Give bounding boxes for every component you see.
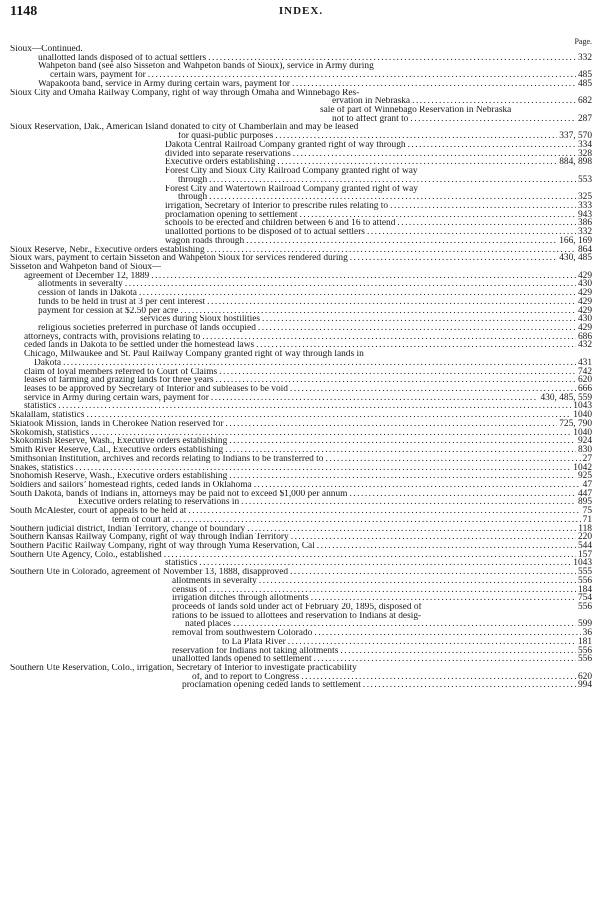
index-entry [10,246,592,255]
index-entry [10,551,592,560]
dot-leader [311,594,576,603]
entry-text: Wahpeton band (see also Sisseton and Wahpeton bands of Sioux), service in Army during [38,62,374,72]
entry-text: proclamation opening ceded lands to settlement [182,681,361,691]
entry-text: attorneys, contracts with, provisions relating to [24,332,201,342]
index-entry [10,219,592,228]
entry-text: Dakota Central Railroad Company granted right of way through [165,140,406,150]
index-entry [10,437,592,446]
dot-leader [262,315,576,324]
entry-page: 1040 [573,410,592,421]
entry-page: 682 [577,96,592,107]
entry-page: 620 [577,671,592,682]
dot-leader [151,272,576,281]
index-entries [10,45,592,690]
entry-page: 556 [577,575,592,586]
entry-page: 430 [577,279,592,290]
entry-text: through [178,175,208,185]
dot-leader [291,533,576,542]
index-entry [10,481,592,490]
index-entry [10,307,592,316]
index-entry [10,603,592,612]
dot-leader [363,681,576,690]
entry-page: 599 [577,619,592,630]
entry-page: 924 [577,436,592,447]
entry-text: Sioux—Continued. [10,45,83,54]
entry-page: 71 [582,514,592,525]
index-entry [10,638,592,647]
dot-leader [275,132,557,141]
entry-text: Sisseton and Wahpeton band of Sioux— [10,262,162,272]
entry-text: Wapakoota band, service in Army during certain wars, payment for [38,79,291,89]
index-entry [10,45,592,54]
index-entry [10,228,592,237]
entry-text: Southern Ute Reservation, Colo., irrigation, Secretary of Interior to investigate practicability [10,664,357,673]
dot-leader [199,559,571,568]
dot-leader [256,341,576,350]
index-entry [10,185,592,194]
entry-text: of, and to report to Congress [192,672,300,682]
entry-text: through [178,193,208,202]
dot-leader [207,298,576,307]
dot-leader [412,97,576,106]
dot-leader [301,673,576,682]
dot-leader [290,385,576,394]
entry-page: 895 [577,497,592,508]
entry-text: for quasi-public purposes [178,132,274,141]
entry-page: 555 [577,567,592,578]
index-entry [10,280,592,289]
dot-leader [207,246,576,255]
entry-page: 220 [577,532,592,543]
page-header [10,4,592,20]
entry-text: allotments in severalty [172,576,257,586]
entry-page: 994 [577,680,592,691]
entry-page: 429 [577,323,592,333]
dot-leader [209,193,576,202]
index-entry [10,272,592,281]
entry-text: agreement of December 12, 1889 [24,271,150,281]
entry-text: Forest City and Sioux City Railroad Company granted right of way [165,167,418,176]
entry-page: 864 [577,244,592,255]
dot-leader [247,525,576,534]
entry-page: 666 [577,384,592,395]
dot-leader [397,219,576,228]
entry-text: Sioux Reserve, Nebr., Executive orders establishing [10,245,205,255]
dot-leader [209,586,576,595]
entry-page: 725, 790 [559,418,592,429]
index-entry [10,577,592,586]
dot-leader [390,202,576,211]
entry-text: Snohomish Reserve, Wash., Executive orders establishing [10,472,228,481]
index-entry [10,455,592,464]
entry-text: proceeds of lands sold under act of February 20, 1895, disposed of [172,603,422,612]
index-entry [10,62,592,71]
entry-page: 287 [577,113,592,124]
dot-leader [86,411,571,420]
entry-text: unallotted portions to be disposed of to actual settlers [165,228,365,237]
index-entry [10,298,592,307]
entry-page: 429 [577,305,592,316]
entry-text: divided into separate reservations [165,149,291,159]
entry-text: religious societies preferred in purchase of lands occupied [38,324,256,333]
entry-text: statistics [165,559,198,569]
dot-leader [410,115,576,124]
dot-leader [225,446,576,455]
entry-text: South McAlester, court of appeals to be held at [10,507,187,516]
index-entry [10,254,592,263]
index-entry [10,394,592,403]
entry-text: payment for cession at $2.50 per acre [38,306,179,316]
index-entry [10,237,592,246]
index-entry [10,385,592,394]
index-entry [10,420,592,429]
entry-page: 166, 169 [559,235,592,246]
index-entry [10,525,592,534]
entry-page: 1040 [573,427,592,438]
entry-text: ervation in Nebraska [332,97,411,107]
entry-page: 830 [577,445,592,456]
index-entry [10,368,592,377]
entry-page: 1042 [573,462,592,473]
index-entry [10,402,592,411]
index-entry [10,176,592,185]
dot-leader [408,141,576,150]
entry-text: statistics [24,402,57,412]
entry-page: 430 [577,314,592,325]
index-entry [10,89,592,98]
entry-text: Skokomish Reserve, Wash., Executive orders establishing [10,437,228,447]
entry-page: 337, 570 [559,131,592,142]
entry-text: service in Army during certain wars, payment for [24,393,209,403]
dot-leader [202,333,576,342]
index-entry [10,132,592,141]
entry-text: Southern judicial district, Indian Territory, change of boundary [10,524,246,534]
dot-leader [317,542,576,551]
index-entry [10,620,592,629]
index-entry [10,647,592,656]
index-entry [10,167,592,176]
entry-page: 544 [577,540,592,551]
index-entry [10,324,592,333]
entry-text: term of court at [112,515,171,525]
dot-leader [216,376,576,385]
entry-text: removal from southwestern Colorado [172,629,313,638]
entry-page: 556 [577,645,592,656]
index-entry [10,350,592,359]
entry-text: sale of part of Winnebago Reservation in Nebraska [320,106,512,115]
entry-text: census of [172,585,208,595]
index-entry [10,333,592,342]
dot-leader [241,498,576,507]
entry-page: 686 [577,331,592,342]
index-entry [10,516,592,525]
dot-leader [172,516,581,525]
index-entry [10,341,592,350]
dot-leader [148,71,576,80]
dot-leader [293,150,576,159]
index-entry [10,158,592,167]
entry-text: leases to be approved by Secretary of Interior and subleases to be void [24,385,288,394]
entry-text: Sioux Reservation, Dak., American Island donated to city of Chamberlain and may be leased [10,123,359,133]
entry-text: allotments in severalty [38,280,123,290]
entry-page: 742 [577,366,592,377]
entry-page: 332 [577,227,592,238]
dot-leader [63,359,576,368]
index-entry [10,359,592,368]
entry-text: South Dakota, bands of Indians in, attorneys may be paid not to exceed $1,000 per annum [10,489,348,499]
dot-leader [229,472,576,481]
entry-page: 431 [577,357,592,368]
index-entry [10,54,592,63]
entry-page: 75 [582,506,592,517]
dot-leader [180,307,576,316]
index-entry [10,559,592,568]
entry-text: Southern Kansas Railway Company, right of way through Indian Territory [10,533,289,542]
dot-leader [246,237,557,246]
index-entry [10,655,592,664]
index-entry [10,289,592,298]
index-entry [10,429,592,438]
entry-text: rations to be issued to allottees and reservation to Indians at desig- [172,611,422,621]
index-entry [10,446,592,455]
index-entry [10,376,592,385]
page-number: 1148 [10,4,38,19]
entry-text: Southern Ute in Colorado, agreement of November 13, 1888, disapproved [10,568,289,577]
index-entry [10,542,592,551]
dot-leader [259,577,576,586]
dot-leader [258,324,576,333]
dot-leader [349,490,576,499]
index-entry [10,498,592,507]
entry-page: 118 [578,523,592,534]
index-entry [10,411,592,420]
index-entry [10,464,592,473]
entry-page: 432 [577,340,592,351]
entry-text: Sioux City and Omaha Railway Company, right of way through Omaha and Winnebago Res- [10,88,360,98]
entry-page: 884, 898 [559,157,592,168]
dot-leader [164,551,576,560]
dot-leader [350,254,557,263]
entry-text: Snakes, statistics [10,463,74,473]
entry-text: wagon roads through [165,236,245,246]
index-entry [10,263,592,272]
entry-page: 386 [577,218,592,229]
index-entry [10,612,592,621]
index-entry [10,315,592,324]
dot-leader [233,620,576,629]
index-entry [10,673,592,682]
index-entry [10,202,592,211]
entry-page: 47 [582,479,592,490]
dot-leader [211,394,539,403]
index-entry [10,150,592,159]
dot-leader [254,481,581,490]
entry-text: funds to be held in trust at 3 per cent interest [38,297,206,307]
entry-text: Soldiers and sailors’ homestead rights, ceded lands in Oklahoma [10,480,252,490]
index-entry [10,490,592,499]
index-entry [10,193,592,202]
index-entry [10,141,592,150]
dot-leader [188,507,580,516]
entry-text: Southern Pacific Railway Company, right of way through Yuma Reservation, Cal [10,541,315,551]
entry-text: Forest City and Watertown Railroad Company granted right of way [165,184,418,194]
page-title: INDEX. [278,5,324,17]
dot-leader [290,568,576,577]
entry-page: 925 [577,471,592,482]
entry-text: Executive orders establishing [165,158,276,168]
entry-text: Smith River Reserve, Cal., Executive orders establishing [10,446,224,455]
index-entry [10,594,592,603]
entry-page: 429 [577,296,592,307]
index-entry [10,97,592,106]
dot-leader [277,158,557,167]
index-entry [10,472,592,481]
entry-text: Skokomish, statistics [10,428,90,438]
index-entry [10,71,592,80]
dot-leader [219,368,576,377]
entry-text: services during Sioux hostilities [140,315,261,324]
dot-leader [58,402,571,411]
entry-page: 157 [577,549,592,560]
dot-leader [314,655,576,664]
entry-page: 36 [582,628,592,639]
dot-leader [209,176,576,185]
index-entry [10,115,592,124]
entry-page: 1043 [573,401,592,412]
dot-leader [226,420,558,429]
dot-leader [76,464,572,473]
dot-leader [314,629,580,638]
entry-page: 485 [577,70,592,81]
index-entry [10,211,592,220]
entry-text: reservation for Indians not taking allotments [172,646,339,656]
entry-text: Chicago, Milwaukee and St. Paul Railway Company granted right of way through lands in [24,350,364,359]
entry-page: 328 [577,148,592,159]
index-entry [10,586,592,595]
dot-leader [288,638,576,647]
entry-page: 27 [582,453,592,464]
index-entry [10,568,592,577]
entry-page: 334 [577,139,592,150]
entry-page: 429 [577,288,592,299]
dot-leader [125,280,576,289]
dot-leader [300,211,576,220]
entry-text: not to affect grant to [332,114,409,124]
entry-page: 485 [577,78,592,89]
entry-text: Smithsonian Institution, archives and records relating to Indians to be transferred to [10,454,324,464]
index-entry [10,106,592,115]
index-entry [10,533,592,542]
index-entry [10,664,592,673]
dot-leader [367,228,576,237]
dot-leader [139,289,576,298]
entry-text: proclamation opening to settlement [165,210,298,220]
entry-page: 430, 485, 559 [540,392,592,403]
entry-page: 333 [577,200,592,211]
entry-text: irrigation, Secretary of Interior to prescribe rules relating to [165,201,389,211]
entry-text: Executive orders relating to reservations in [78,498,240,508]
entry-page: 325 [577,192,592,203]
entry-text: Dakota [34,358,62,368]
entry-page: 447 [577,488,592,499]
dot-leader [340,647,576,656]
entry-page: 556 [577,602,592,612]
entry-page: 184 [577,584,592,595]
entry-text: certain wars, payment for [50,71,146,80]
entry-text: claim of loyal members referred to Court of Claims [24,367,218,377]
entry-page: 553 [577,174,592,185]
index-entry [10,123,592,132]
index-entry [10,80,592,89]
entry-text: to La Plata River [222,637,286,647]
entry-page: 181 [577,636,592,647]
page-column-label: Page. [574,37,592,46]
entry-text: unallotted lands opened to settlement [172,655,312,665]
entry-text: unallotted lands disposed of to actual settlers [38,53,207,63]
entry-text: leases of farming and grazing lands for three years [24,376,214,386]
entry-text: Skiatook Mission, lands in Cherokee Nation reserved for [10,419,224,429]
entry-text: Sioux wars, payment to certain Sisseton and Wahpeton Sioux for services rendered during [10,254,348,263]
dot-leader [229,437,576,446]
entry-text: cession of lands in Dakota [38,289,137,298]
entry-text: irrigation ditches through allotments [172,594,309,603]
index-entry [10,681,592,690]
dot-leader [91,429,571,438]
entry-page: 430, 485 [559,253,592,264]
index-entry [10,629,592,638]
entry-page: 943 [577,209,592,220]
entry-page: 754 [577,593,592,604]
entry-page: 556 [577,654,592,665]
entry-page: 332 [577,52,592,63]
dot-leader [325,455,580,464]
entry-page: 1043 [573,558,592,569]
entry-text: schools to be erected and children between 6 and 16 to attend [165,219,396,229]
entry-text: nated places [185,620,232,630]
entry-page: 429 [577,270,592,281]
entry-page: 620 [577,375,592,386]
entry-text: Skalallam, statistics [10,411,85,420]
entry-text: ceded lands in Dakota to be settled under the homestead laws [24,341,255,351]
index-entry [10,507,592,516]
dot-leader [292,80,576,89]
entry-text: Southern Ute Agency, Colo., established [10,550,162,560]
dot-leader [208,54,576,63]
